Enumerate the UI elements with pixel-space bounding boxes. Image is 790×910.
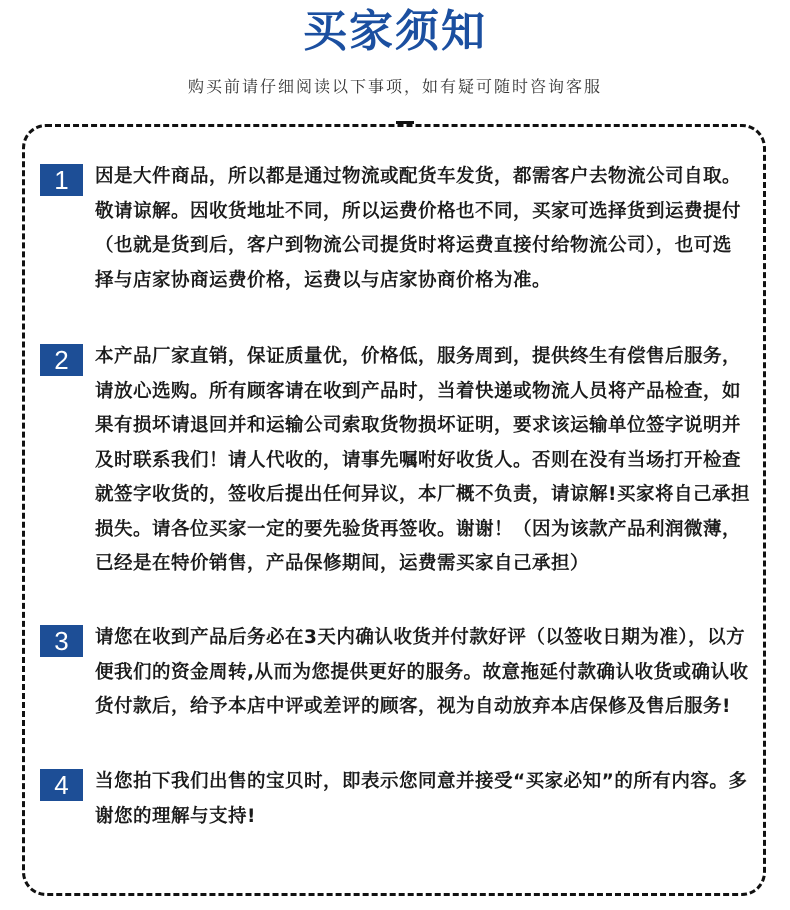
notice-number-badge: 1 — [40, 164, 83, 196]
notice-text: 本产品厂家直销，保证质量优，价格低，服务周到，提供终生有偿售后服务，请放心选购。所有顾客请在收到产品时，当着快递或物流人员将产品检查，如果有损坏请退回并和运输公司索取货物损坏证明，要求该运输单位签字说明并及时联系我们！请人代收的，请事先嘱咐好收货人。否则在没有当场打开检查就签字收货的，签收后提出任何异议，本厂概不负责，请谅解!买家将自己承担损失。请各位买家一定的要先验货再签收。谢谢！（因为该款产品利润微薄，已经是在特价销售，产品保修期间，运费需买家自己承担） — [95, 346, 750, 574]
notice-number-badge: 2 — [40, 344, 83, 376]
notice-text: 请您在收到产品后务必在3天内确认收货并付款好评（以签收日期为准），以方便我们的资金周转,从而为您提供更好的服务。故意拖延付款确认收货或确认收货付款后，给予本店中评或差评的顾客，视为自动放弃本店保修及售后服务! — [95, 627, 749, 717]
notice-number-badge: 3 — [40, 625, 83, 657]
page-subtitle: 购买前请仔细阅读以下事项，如有疑可随时咨询客服 — [187, 77, 602, 96]
notice-number-badge: 4 — [40, 769, 83, 801]
notice-text: 因是大件商品，所以都是通过物流或配货车发货，都需客户去物流公司自取。敬请谅解。因收货地址不同，所以运费价格也不同，买家可选择货到运费提付（也就是货到后，客户到物流公司提货时将运费直接付给物流公司），也可选择与店家协商运费价格，运费以与店家协商价格为准。 — [95, 166, 742, 291]
frame-notch — [396, 121, 414, 124]
page-title: 买家须知 — [303, 6, 487, 57]
notice-text: 当您拍下我们出售的宝贝时，即表示您同意并接受“买家必知”的所有内容。多谢您的理解与支持! — [95, 771, 748, 827]
